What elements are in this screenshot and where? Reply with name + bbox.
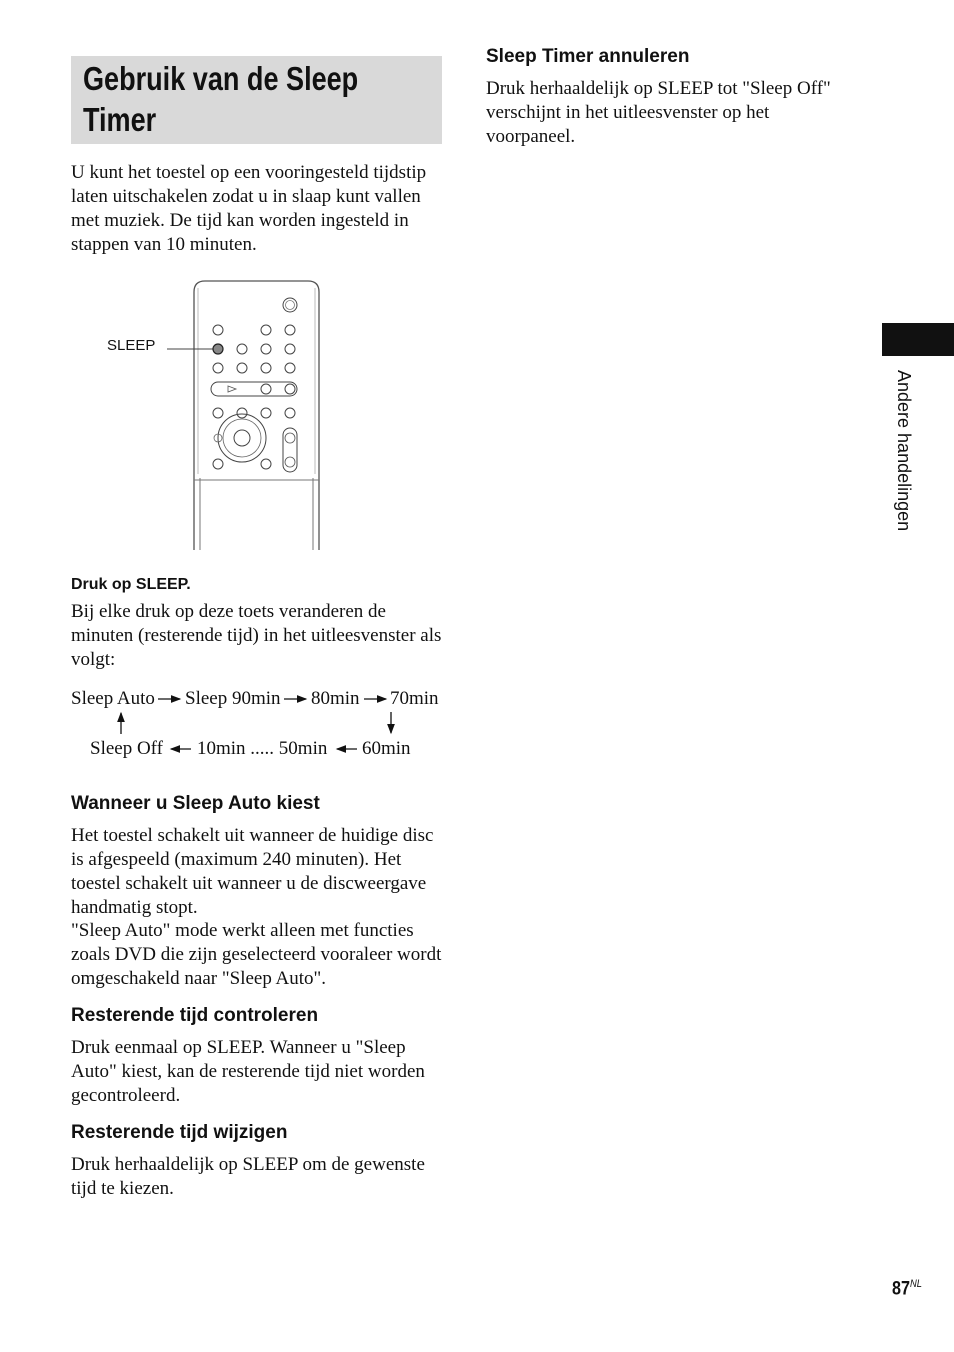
- step-heading: Druk op SLEEP.: [71, 576, 191, 593]
- side-tab-label: Andere handelingen: [894, 370, 914, 532]
- section-heading-sleep-auto: Wanneer u Sleep Auto kiest: [71, 793, 320, 814]
- remote-control-illustration: [160, 278, 330, 553]
- page-number-suffix: NL: [909, 1278, 922, 1290]
- section-heading-annuleren: Sleep Timer annuleren: [486, 46, 690, 67]
- section-text-wijzigen: Druk herhaaldelijk op SLEEP om de gewenste tijd te kiezen.: [71, 1154, 425, 1199]
- section-heading-controleren: Resterende tijd controleren: [71, 1005, 319, 1026]
- flow-70: 70min: [390, 688, 439, 709]
- flow-10-50: 10min ..... 50min: [197, 738, 328, 759]
- step-paragraph: Bij elke druk op deze toets veranderen de minuten (resterende tijd) in het uitleesvenster als volgt:: [71, 601, 442, 670]
- page-number: [892, 1278, 922, 1300]
- section-text-annuleren: Druk herhaaldelijk op SLEEP tot "Sleep Off" verschijnt in het uitleesvenster op het voorpaneel.: [486, 78, 831, 147]
- section-heading-wijzigen: Resterende tijd wijzigen: [71, 1122, 288, 1143]
- page-number-value: 87: [892, 1278, 910, 1300]
- section-text-sleep-auto: Het toestel schakelt uit wanneer de huidige disc is afgespeeld (maximum 240 minuten). Het toestel schakelt uit wanneer u de discweergave handmatig stopt.: [71, 825, 434, 918]
- title-box: [71, 56, 442, 144]
- flow-80: 80min: [311, 688, 360, 709]
- section-text-controleren: Druk eenmaal op SLEEP. Wanneer u "Sleep Auto" kiest, kan de resterende tijd niet worden gecontroleerd.: [71, 1037, 425, 1106]
- side-tab-marker: [882, 323, 954, 356]
- flow-sleep-auto: Sleep Auto: [71, 688, 155, 709]
- section-text-sleep-auto-2: "Sleep Auto" mode werkt alleen met functies zoals DVD die zijn geselecteerd vooraleer wordt omgeschakeld naar "Sleep Auto".: [71, 920, 442, 989]
- flow-sleep-off: Sleep Off: [90, 738, 163, 759]
- sleep-callout-label: SLEEP: [107, 337, 156, 354]
- flow-sleep-90: Sleep 90min: [185, 688, 281, 709]
- page-title: Gebruik van de Sleep Timer: [83, 60, 359, 138]
- intro-paragraph: U kunt het toestel op een vooringesteld tijdstip laten uitschakelen zodat u in slaap kunt vallen met muziek. De tijd kan worden ingesteld in stappen van 10 minuten.: [71, 162, 427, 255]
- flow-arrows: [0, 680, 460, 770]
- flow-60: 60min: [362, 738, 411, 759]
